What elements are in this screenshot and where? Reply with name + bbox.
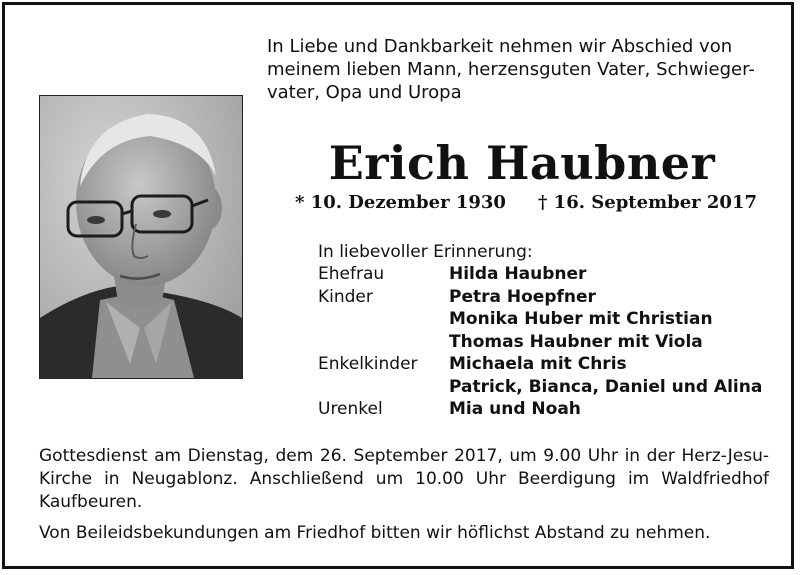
obituary-notice (2, 2, 794, 569)
intro-text (267, 35, 777, 104)
family-relation: Kinder (318, 286, 373, 307)
family-relation: Ehefrau (318, 264, 385, 284)
portrait-photo (39, 95, 243, 379)
family-names: Hilda Haubner (449, 264, 587, 284)
family-names: Mia und Noah (449, 399, 581, 419)
portrait-illustration (40, 96, 242, 378)
family-names: Monika Huber mit Christian (449, 309, 713, 329)
service-text: Gottesdienst am Dienstag, dem 26. September 2017, um 9.00 Uhr in der Herz-Jesu-Kirche in Neugablonz. Anschließend um 10.00 Uhr Beerdigung im Waldfriedhof Kaufbeuren. (39, 446, 769, 512)
family-names: Petra Hoepfner (449, 286, 596, 307)
family-names: Michaela mit Chris (449, 354, 627, 374)
death-date: † 16. September 2017 (538, 192, 757, 213)
family-relation: Urenkel (318, 399, 383, 419)
deceased-name: Erich Haubner (328, 136, 716, 190)
service-info (39, 445, 769, 545)
intro-line: meinem lieben Mann, herzensguten Vater, Schwieger- (267, 59, 755, 80)
memory-heading: In liebevoller Erinnerung: (318, 242, 533, 262)
birth-date: * 10. Dezember 1930 (295, 192, 506, 213)
condolence-notice: Von Beileidsbekundungen am Friedhof bitten wir höflichst Abstand zu nehmen. (39, 523, 711, 543)
family-relation: Enkelkinder (318, 354, 418, 374)
intro-line: In Liebe und Dankbarkeit nehmen wir Abschied von (267, 36, 733, 57)
family-names: Patrick, Bianca, Daniel und Alina (449, 376, 763, 397)
intro-line: vater, Opa und Uropa (267, 82, 462, 103)
family-names: Thomas Haubner mit Viola (449, 331, 703, 352)
